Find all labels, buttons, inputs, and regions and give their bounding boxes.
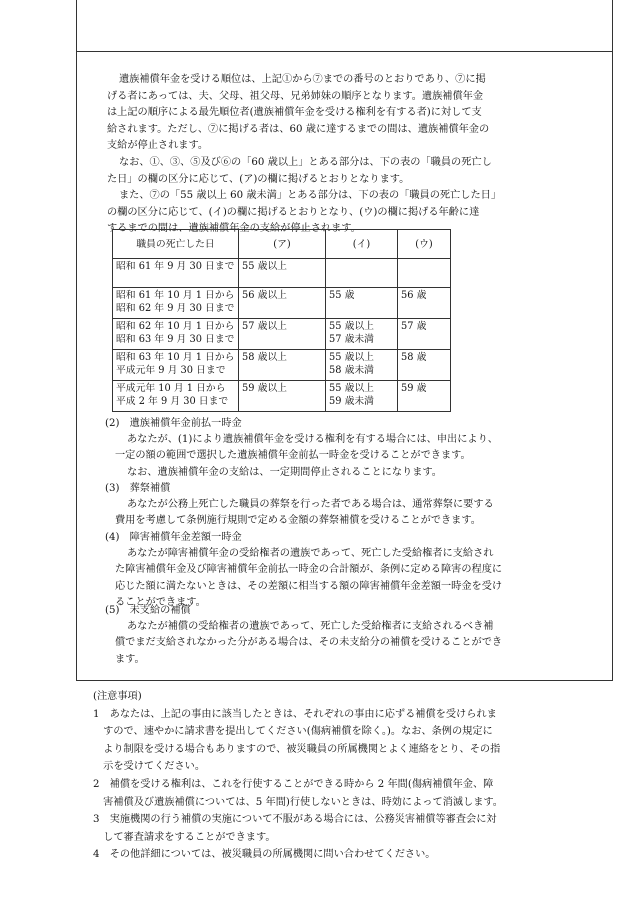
table-cell: 昭和 61 年 10 月 1 日から 昭和 62 年 9 月 30 日まで	[113, 288, 239, 319]
table-cell: 59 歳	[398, 381, 451, 412]
intro-line: また、⑦の「55 歳以上 60 歳未満」とある部分は、下の表の「職員の死亡した日」	[119, 190, 502, 202]
table-header: (ウ)	[398, 230, 451, 259]
table-cell: 58 歳	[398, 350, 451, 381]
intro-line: 給されます。ただし、⑦に掲げる者は、60 歳に達するまでの間は、遺族補償年金の	[107, 123, 490, 135]
notes-line: 3 実施機関の行う補償の実施について不服がある場合には、公務災害補償等審査会に対	[93, 814, 497, 826]
table-cell: 昭和 63 年 10 月 1 日から 平成元年 9 月 30 日まで	[113, 350, 239, 381]
section-2-line: 一定の額の範囲で選択した遺族補償年金前払一時金を受けることができます。	[115, 450, 471, 462]
table-cell: 57 歳以上	[239, 319, 326, 350]
table-cell: 55 歳	[326, 288, 398, 319]
section-3	[105, 481, 494, 530]
intro-line: た日」の欄の区分に応じて、(ア)の欄に掲げるとおりとなります。	[107, 173, 410, 185]
table-row	[113, 288, 451, 319]
notes-line: 害補償及び遺族補償については、5 年間)行使しないときは、時効によって消滅します。	[93, 796, 503, 808]
table-cell: 55 歳以上 57 歳未満	[326, 319, 398, 350]
table-cell	[326, 259, 398, 288]
age-table	[112, 229, 451, 412]
intro-line: 遺族補償年金を受ける順位は、上記①から⑦までの番号のとおりであり、⑦に掲	[119, 74, 486, 85]
table-header: (イ)	[326, 230, 398, 259]
section-2-line: なお、遺族補償年金の支給は、一定期間停止されることになります。	[127, 466, 442, 478]
table-cell: 56 歳	[398, 288, 451, 319]
notes-line: 2 補償を受ける権利は、これを行使することができる時から 2 年間(傷病補償年金、障	[93, 778, 494, 790]
frame-left-top	[76, 0, 77, 51]
table-cell: 56 歳以上	[239, 288, 326, 319]
table-header-row	[113, 230, 451, 259]
section-5-line: 償でまだ支給されなかった分がある場合は、その未支給分の補償を受けることができ	[115, 637, 503, 649]
intro-line: げる者にあっては、夫、父母、祖父母、兄弟姉妹の順序となります。遺族補償年金	[107, 90, 484, 102]
table-cell: 55 歳以上 58 歳未満	[326, 350, 398, 381]
table-row	[113, 381, 451, 412]
table-cell	[398, 259, 451, 288]
notes-line: より制限を受ける場合もありますので、被災職員の所属機関とよく連絡をとり、その指	[93, 743, 501, 755]
table-row	[113, 319, 451, 350]
table-cell: 57 歳	[398, 319, 451, 350]
intro-line: の欄の区分に応じて、(イ)の欄に掲げるとおりとなり、(ウ)の欄に掲げる年齢に達	[107, 206, 480, 218]
table-header: (ア)	[239, 230, 326, 259]
section-3-line: 費用を考慮して条例施行規則で定める金額の葬祭補償を受けることができます。	[115, 515, 481, 527]
section-4	[105, 530, 502, 611]
table-cell: 55 歳以上 59 歳未満	[326, 381, 398, 412]
section-3-line: あなたが公務上死亡した職員の葬祭を行った者である場合は、通常葬祭に要する	[127, 499, 494, 511]
frame-right-top	[612, 0, 613, 51]
table-cell: 平成元年 10 月 1 日から 平成 2 年 9 月 30 日まで	[113, 381, 239, 412]
section-2-line: あなたが、(1)により遺族補償年金を受ける権利を有する場合には、申出により、	[127, 434, 498, 446]
notes-line: 1 あなたは、上記の事由に該当したときは、それぞれの事由に応ずる補償を受けられま	[93, 708, 497, 720]
section-5-title: (5) 未支給の補償	[105, 605, 191, 616]
section-4-line: あなたが障害補償年金の受給権者の遺族であって、死亡した受給権者に支給され	[127, 548, 494, 560]
table-cell: 58 歳以上	[239, 350, 326, 381]
section-5-line: ます。	[115, 653, 145, 665]
section-3-title: (3) 葬祭補償	[105, 483, 171, 494]
section-4-line: 応じた額に満たないときは、その差額に相当する額の障害補償年金差額一時金を受け	[115, 580, 503, 592]
section-4-line: ることができます。	[115, 596, 206, 608]
intro-line: するまでの間は、遺族補償年金の支給が停止されます。	[107, 223, 361, 235]
intro-paragraphs	[97, 72, 597, 238]
section-4-line: た障害補償年金及び障害補償年金前払一時金の合計額が、条例に定める障害の程度に	[115, 564, 503, 576]
section-2	[105, 416, 498, 481]
intro-line: なお、①、③、⑤及び⑥の「60 歳以上」とある部分は、下の表の「職員の死亡し	[119, 156, 492, 168]
table-cell: 55 歳以上	[239, 259, 326, 288]
notes-title: (注意事項)	[93, 691, 142, 702]
section-4-title: (4) 障害補償年金差額一時金	[105, 532, 242, 543]
notes-line: して審査請求をすることができます。	[93, 831, 276, 843]
section-5-line: あなたが補償の受給権者の遺族であって、死亡した受給権者に支給されるべき補	[127, 621, 494, 633]
section-2-title: (2) 遺族補償年金前払一時金	[105, 418, 242, 429]
notes-line: 示を受けてください。	[93, 761, 206, 773]
table-header: 職員の死亡した日	[113, 230, 239, 259]
table-row	[113, 259, 451, 288]
notes-line: 4 その他詳細については、被災職員の所属機関に問い合わせてください。	[93, 849, 436, 861]
table-cell: 昭和 62 年 10 月 1 日から 昭和 63 年 9 月 30 日まで	[113, 319, 239, 350]
table-row	[113, 350, 451, 381]
section-5	[105, 603, 502, 668]
notes	[93, 688, 503, 864]
intro-line: 支給が停止されます。	[107, 140, 209, 152]
intro-line: は上記の順序による最先順位者(遺族補償年金を受ける権利を有する者)に対して支	[107, 107, 482, 119]
notes-line: すので、速やかに請求書を提出してください(傷病補償を除く。)。なお、条例の規定に	[93, 726, 493, 738]
table-cell: 59 歳以上	[239, 381, 326, 412]
table-cell: 昭和 61 年 9 月 30 日まで	[113, 259, 239, 288]
